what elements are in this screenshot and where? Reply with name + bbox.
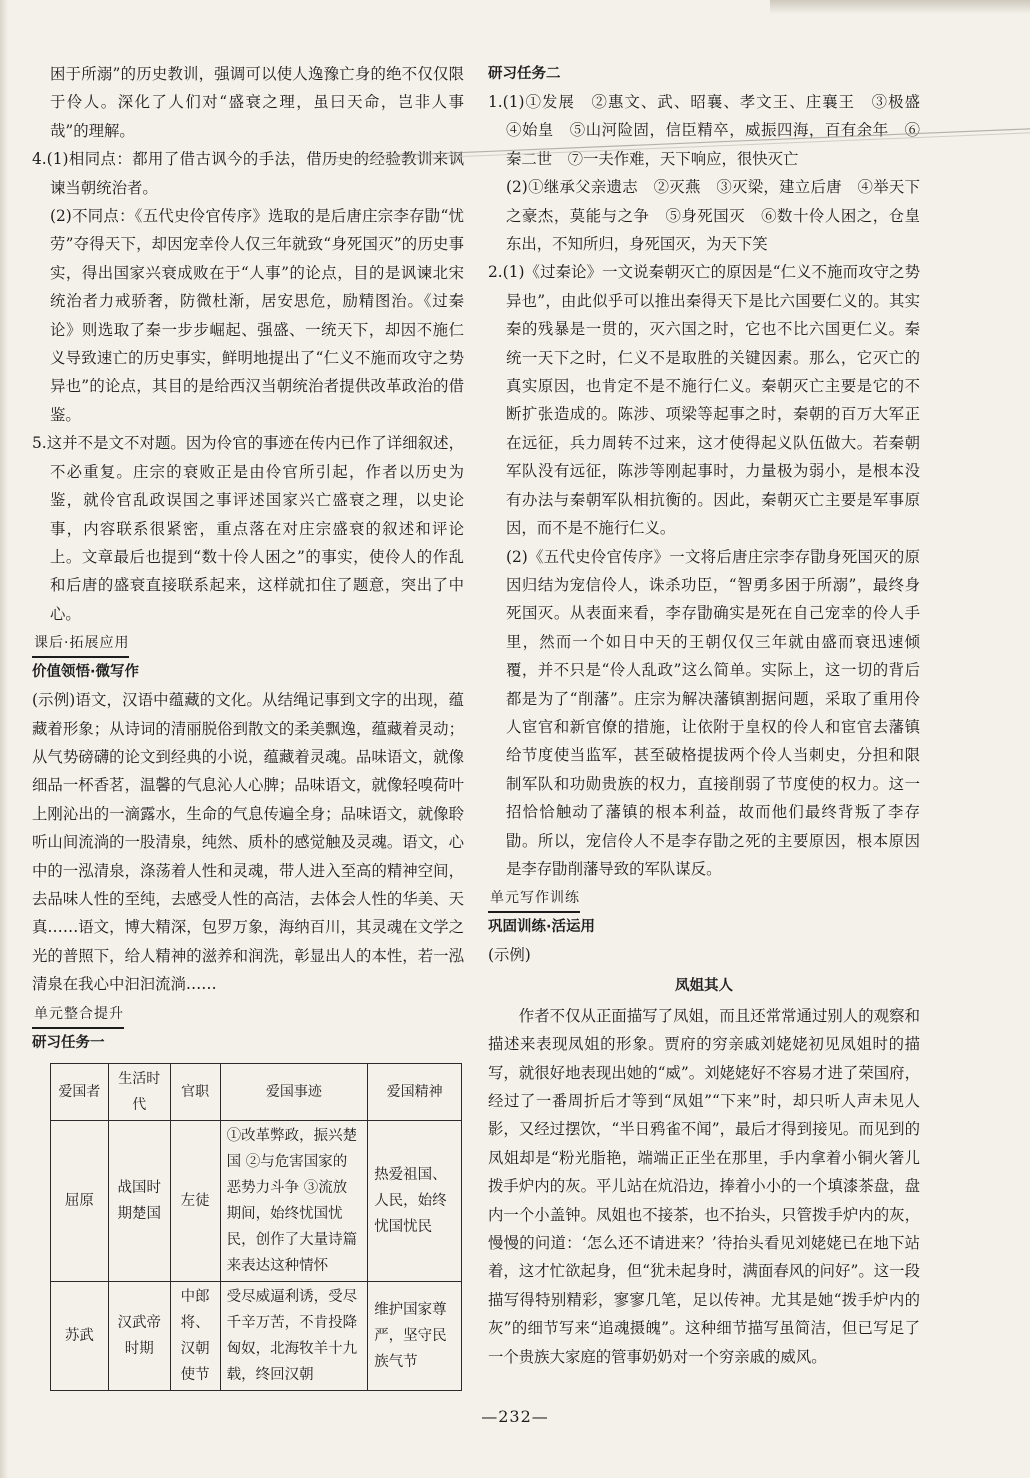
table-cell: 屈原 [51,1120,109,1281]
table-cell: 苏武 [51,1281,109,1390]
table-row [51,1281,462,1390]
answer-2-part-2: (2)《五代史伶官传序》一文将后唐庄宗李存勖身死国灭的原因归结为宠信伶人，诛杀功臣，“智勇多困于所溺”，最终身死国灭。从表面来看，李存勖确实是死在自己宠幸的伶人手里，然而一个如日中天的王朝仅仅三年就由盛而衰迅速倾覆，并不只是“伶人乱政”这么简单。实际上，这一切的背后都是为了“削藩”。庄宗为解决藩镇割据问题，采取了重用伶人宦官和新官僚的措施，让依附于皇权的伶人和宦官去藩镇给节度使当监军，甚至破格提拔两个伶人当刺史，分担和限制军队和功勋贵族的权力，直接削弱了节度使的权力。这一招恰恰触动了藩镇的根本利益，故而他们最终背叛了李存勖。所以，宠信伶人不是李存勖之死的主要原因，根本原因是李存勖削藩导致的军队谋反。 [506,547,920,878]
answer-5: 5.这并不是文不对题。因为伶官的事迹在传内已作了详细叙述，不必重复。庄宗的衰败正是由伶官所引起，作者以历史为鉴，就伶官乱政误国之事评述国家兴亡盛衰之理，以史论事，内容联系很紧密，重点落在对庄宗盛衰的叙述和评论上。文章最后也提到“数十伶人困之”的事实，使伶人的作乱和后唐的盛衰直接联系起来，这样就扣住了题意，突出了中心。 [32,434,464,623]
table-cell: 维护国家尊严，坚守民族气节 [368,1281,462,1390]
micro-writing-sample: (示例)语文，汉语中蕴藏的文化。从结绳记事到文字的出现，蕴藏着形象；从诗词的清丽脱俗到散文的柔美飘逸，蕴藏着灵动；从气势磅礴的论文到经典的小说，蕴藏着灵魂。品味语文，就像细品一杯香茗，温馨的气息沁人心脾；品味语文，就像轻嗅荷叶上刚沁出的一滴露水，生命的气息传遍全身；品味语文，就像聆听山间流淌的一股清泉，纯然、质朴的感觉触及灵魂。语文，心中的一泓清泉，涤荡着人性和灵魂，带人进入至高的精神空间，去品味人性的至纯，去感受人性的高洁，去体会人性的华美、天真……语文，博大精深，包罗万象，海纳百川，其灵魂在文学之光的普照下，给人精神的滋养和润洗，彰显出人的本性，若一泓清泉在我心中汩汩流淌…… [32,691,464,994]
table-cell: 热爱祖国、人民，始终忧国忧民 [368,1120,462,1281]
right-column [488,60,936,1371]
table-header: 爱国事迹 [220,1063,368,1120]
table-cell: 战国时期楚国 [108,1120,170,1281]
patriots-table [50,1063,462,1391]
section-heading-unit-integration: 单元整合提升 [32,1001,124,1029]
subheading-practice: 巩固训练·活运用 [488,919,596,936]
answer-1-part-2: (2)①继承父亲遗志 ②灭燕 ③灭梁，建立后唐 ④举天下之豪杰，莫能与之争 ⑤身死国灭 ⑥数十伶人困之，仓皇东出，不知所归，身死国灭，为天下笑 [506,178,920,254]
answer-2-part-1: 2.(1)《过秦论》一文说秦朝灭亡的原因是“仁义不施而攻守之势异也”，由此似乎可以推出秦得天下是比六国要仁义的。其实秦的残暴是一贯的，灭六国之时，它也不比六国更仁义。秦统一天下之时，仁义不是取胜的关键因素。那么，它灭亡的真实原因，也肯定不是不施行仁义。秦朝灭亡主要是它的不断扩张造成的。陈涉、项梁等起事之时，秦朝的百万大军正在远征，兵力周转不过来，这才使得起义队伍做大。若秦朝军队没有远征，陈涉等刚起事时，力量极为弱小，是根本没有办法与秦朝军队相抗衡的。因此，秦朝灭亡主要是军事原因，而不是不施行仁义。 [488,263,920,538]
section-heading-unit-writing: 单元写作训练 [488,885,580,913]
essay-title: 凤姐其人 [675,977,733,994]
subheading-task-two: 研习任务二 [488,66,561,82]
table-header: 官职 [170,1063,220,1120]
answer-4-similarity: 4.(1)相同点：都用了借古讽今的手法，借历史的经验教训来讽谏当朝统治者。 [32,150,464,197]
page-edge-shadow [0,0,8,1478]
table-header: 生活时代 [108,1063,170,1120]
table-header-row [51,1063,462,1120]
section-heading-after-class: 课后·拓展应用 [32,630,129,658]
table-row [51,1120,462,1281]
left-column [32,60,464,1391]
answer-continuation: 困于所溺”的历史教训，强调可以使人逸豫亡身的绝不仅仅限于伶人。深化了人们对“盛衰之理，虽曰天命，岂非人事哉”的理解。 [50,65,464,140]
subheading-task-one: 研习任务一 [32,1034,105,1051]
table-cell: 汉武帝时期 [108,1281,170,1390]
table-header: 爱国精神 [368,1063,462,1120]
answer-4-difference: (2)不同点：《五代史伶官传序》选取的是后唐庄宗李存勖“忧劳”夺得天下，却因宠幸伶人仅三年就致“身死国灭”的历史事实，得出国家兴衰成败在于“人事”的论点，目的是讽谏北宋统治者力戒骄奢，防微杜渐，居安思危，励精图治。《过秦论》则选取了秦一步步崛起、强盛、一统天下，却因不施仁义导致速亡的历史事实，鲜明地提出了“仁义不施而攻守之势异也”的论点，其目的是给西汉当朝统治者提供改革政治的借鉴。 [50,207,464,424]
page-top-edge [770,0,1030,14]
table-cell: ①改革弊政，振兴楚国 ②与危害国家的恶势力斗争 ③流放期间，始终忧国忧民，创作了大量诗篇来表达这种情怀 [220,1120,368,1281]
table-cell: 受尽威逼利诱，受尽千辛万苦，不肯投降匈奴，北海牧羊十九载，终回汉朝 [220,1281,368,1390]
table-header: 爱国者 [51,1063,109,1120]
answer-1-part-1: 1.(1)①发展 ②惠文、武、昭襄、孝文王、庄襄王 ③极盛 ④始皇 ⑤山河险固，信臣精卒，威振四海，百有余年 ⑥秦二世 ⑦一夫作难，天下响应，很快灭亡 [488,93,936,168]
table-cell: 左徒 [170,1120,220,1281]
subheading-micro-writing: 价值领悟·微写作 [32,664,140,681]
page-number: —232— [481,1407,549,1426]
essay-body: 作者不仅从正面描写了凤姐，而且还常常通过别人的观察和描述来表现凤姐的形象。贾府的穷亲戚刘姥姥初见凤姐时的描写，就很好地表现出她的“威”。刘姥姥好不容易才进了荣国府，经过了一番周折后才等到“凤姐”“下来”时，却只听人声未见人影，又经过摆饮，“半日鸦雀不闻”，最后才得到接见。而见到的凤姐却是“粉光脂艳，端端正正坐在那里，手内拿着小铜火箸儿拨手炉内的灰。平儿站在炕沿边，捧着小小的一个填漆茶盘，盘内一个小盖钟。凤姐也不接茶，也不抬头，只管拨手炉内的灰，慢慢的问道：‘怎么还不请进来？’待抬头看见刘姥姥已在地下站着，这才忙欲起身，但“犹未起身时，满面春风的问好”。这一段描写得特别精彩，寥寥几笔，足以传神。尤其是她“拨手炉内的灰”的细节写来“追魂摄魄”。这种细节描写虽简洁，但已写足了一个贵族大家庭的管事奶奶对一个穷亲戚的威风。 [488,1006,920,1366]
table-cell: 中郎将、汉朝使节 [170,1281,220,1390]
sample-label: (示例) [488,946,531,965]
